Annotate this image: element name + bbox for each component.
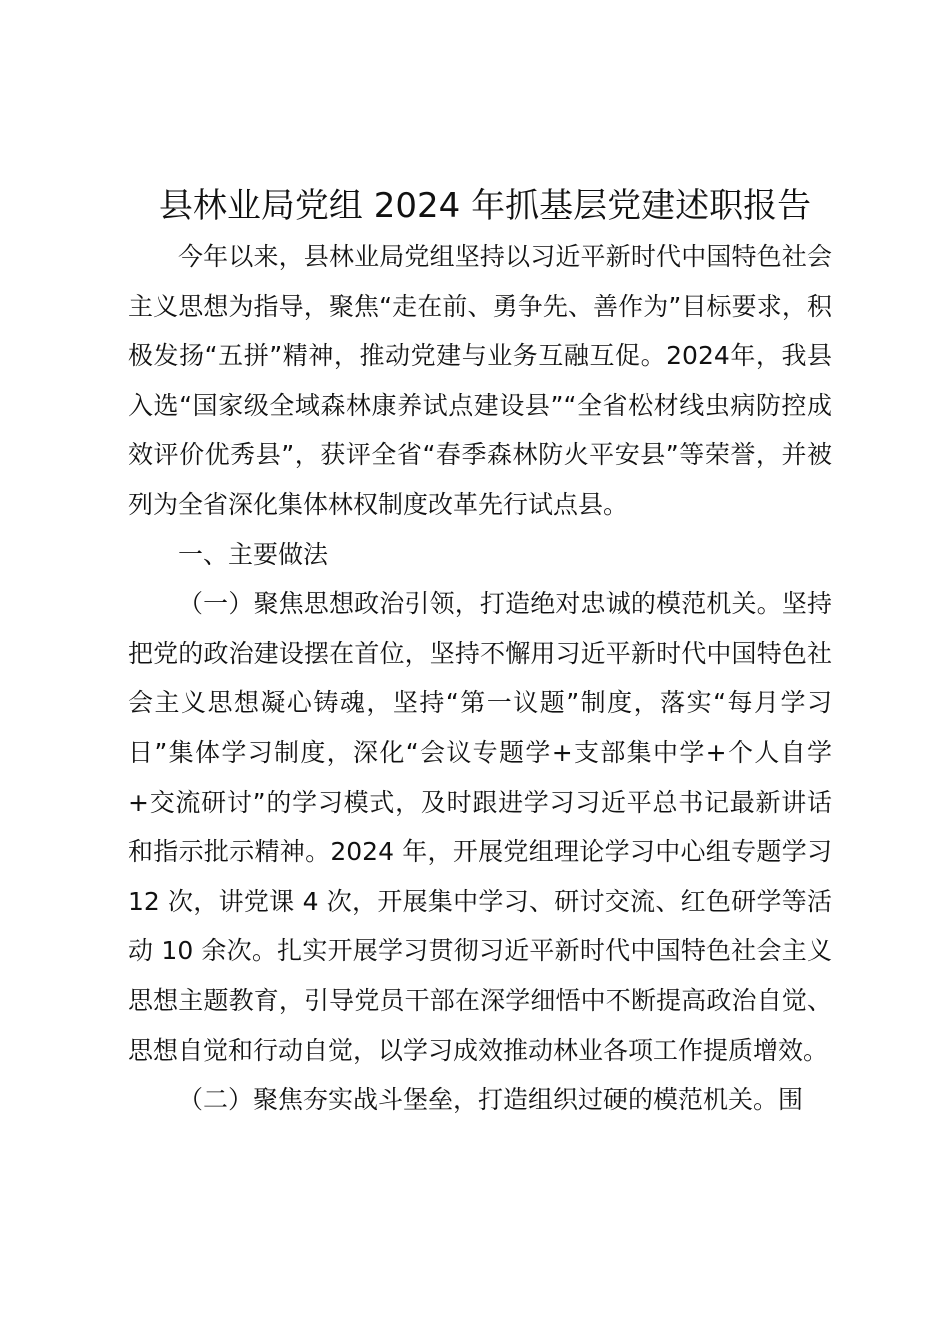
paragraph-item-1: （一）聚焦思想政治引领，打造绝对忠诚的模范机关。坚持把党的政治建设摆在首位，坚持不懈用习近平新时代中国特色社会主义思想凝心铸魂，坚持“第一议题”制度，落实“每月学习日”集体学习制度，深化“会议专题学+支部集中学+个人自学+交流研讨”的学习模式，及时跟进学习习近平总书记最新讲话和指示批示精神。2024 年，开展党组理论学习中心组专题学习 12 次，讲党课 4 次，开展集中学习、研讨交流、红色研学等活动 10 余次。扎实开展学习贯彻习近平新时代中国特色社会主义思想主题教育，引导党员干部在深学细悟中不断提高政治自觉、思想自觉和行动自觉，以学习成效推动林业各项工作提质增效。 <box>128 589 832 1065</box>
document-title: 县林业局党组 2024 年抓基层党建述职报告 <box>158 186 812 226</box>
section-heading-main-practices: 一、主要做法 <box>178 539 329 569</box>
paragraph-item-2: （二）聚焦夯实战斗堡垒，打造组织过硬的模范机关。围 <box>178 1085 804 1115</box>
intro-paragraph: 今年以来，县林业局党组坚持以习近平新时代中国特色社会主义思想为指导，聚焦“走在前、勇争先、善作为”目标要求，积极发扬“五拼”精神，推动党建与业务互融互促。2024年，我县入选“国家级全域森林康养试点建设县”“全省松材线虫病防控成效评价优秀县”，获评全省“春季森林防火平安县”等荣誉，并被列为全省深化集体林权制度改革先行试点县。 <box>128 242 832 519</box>
